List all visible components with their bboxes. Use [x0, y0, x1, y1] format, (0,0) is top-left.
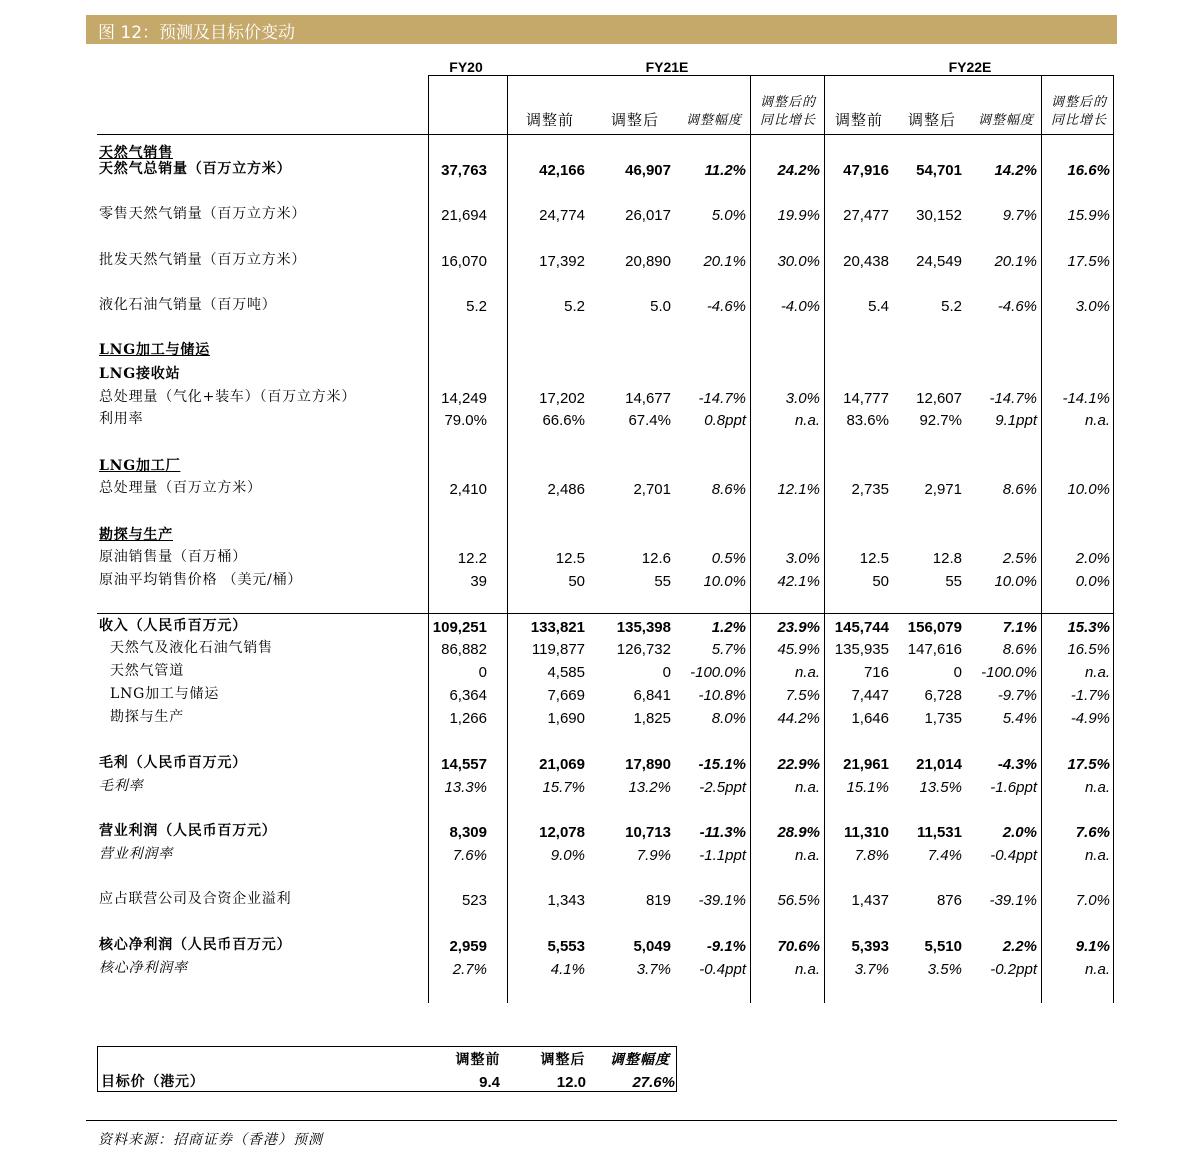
row-value: 3.7%	[854, 961, 889, 978]
row-label: 利用率	[99, 411, 144, 427]
row-value: 13.5%	[919, 779, 962, 796]
row-value: 10,713	[625, 824, 671, 841]
row-value: 7,669	[547, 687, 585, 704]
row-value: n.a.	[794, 412, 820, 429]
row-value: -9.1%	[706, 938, 746, 955]
row-value: 8.6%	[711, 481, 746, 498]
row-label: 核心净利润率	[99, 960, 188, 976]
row-value: 10.0%	[703, 573, 746, 590]
header-before-0: 调整前	[525, 111, 575, 129]
row-label: 核心净利润（人民币百万元）	[99, 937, 292, 953]
row-value: 7.9%	[636, 847, 671, 864]
row-value: 9.1%	[1075, 938, 1110, 955]
header-change-2: 调整幅度	[685, 113, 743, 128]
row-value: 7.8%	[854, 847, 889, 864]
row-label: 零售天然气销量（百万立方米）	[99, 206, 307, 222]
row-value: 12.5	[555, 550, 585, 567]
target-change: 27.6%	[632, 1074, 675, 1091]
row-value: 10.0%	[994, 573, 1037, 590]
row-value: 1,825	[633, 710, 671, 727]
row-value: 716	[863, 664, 889, 681]
row-value: -0.4ppt	[990, 847, 1037, 864]
row-value: -4.0%	[780, 298, 820, 315]
row-value: 523	[461, 892, 487, 909]
row-value: 55	[945, 573, 962, 590]
row-value: 16.5%	[1067, 641, 1110, 658]
revenue-rule	[97, 613, 1113, 614]
row-value: 3.0%	[785, 390, 820, 407]
row-value: n.a.	[1084, 779, 1110, 796]
row-value: 819	[645, 892, 671, 909]
row-value: 12.5	[859, 550, 889, 567]
row-value: 83.6%	[846, 412, 889, 429]
row-value: 5.2	[466, 298, 487, 315]
row-value: 1.2%	[711, 619, 746, 636]
row-value: 92.7%	[919, 412, 962, 429]
row-value: 21,961	[843, 756, 889, 773]
row-value: 13.2%	[628, 779, 671, 796]
row-value: 1,690	[547, 710, 585, 727]
row-value: 2.0%	[1075, 550, 1110, 567]
row-label: 原油销售量（百万桶）	[99, 549, 247, 565]
row-value: 2,971	[924, 481, 962, 498]
row-value: -100.0%	[690, 664, 746, 681]
row-value: 5,510	[924, 938, 962, 955]
row-value: 5.4	[868, 298, 889, 315]
row-label: 原油平均销售价格 （美元/桶）	[99, 572, 303, 588]
header-after-4: 调整后	[907, 111, 957, 129]
row-value: 14,777	[843, 390, 889, 407]
row-value: 4.1%	[550, 961, 585, 978]
row-value: 133,821	[530, 619, 585, 636]
row-value: 1,437	[851, 892, 889, 909]
row-value: -39.1%	[698, 892, 746, 909]
row-label: 天然气销售	[99, 145, 173, 161]
row-value: 7.4%	[927, 847, 962, 864]
row-value: 20,890	[625, 253, 671, 270]
row-value: 12,078	[539, 824, 585, 841]
column-divider-5	[1113, 75, 1114, 1003]
row-value: 2,735	[851, 481, 889, 498]
row-value: 2.0%	[1002, 824, 1037, 841]
target-after: 12.0	[556, 1074, 586, 1091]
row-label: LNG加工与储运	[110, 686, 220, 702]
header-yoy-l2-fy21: 同比增长	[759, 113, 817, 128]
row-value: 147,616	[907, 641, 962, 658]
row-value: 0.8ppt	[704, 412, 746, 429]
row-value: 37,763	[441, 162, 487, 179]
row-label: 营业利润率	[99, 846, 173, 862]
row-value: 7.1%	[1002, 619, 1037, 636]
row-value: 2.2%	[1002, 938, 1037, 955]
row-value: 3.5%	[927, 961, 962, 978]
row-value: 12.1%	[777, 481, 820, 498]
row-value: -1.1ppt	[699, 847, 746, 864]
row-value: 67.4%	[628, 412, 671, 429]
row-value: n.a.	[1084, 664, 1110, 681]
row-value: 15.7%	[542, 779, 585, 796]
row-value: 2,701	[633, 481, 671, 498]
row-value: 0	[478, 664, 487, 681]
row-label: 批发天然气销量（百万立方米）	[99, 252, 307, 268]
row-value: 2,959	[449, 938, 487, 955]
row-value: 6,728	[924, 687, 962, 704]
row-value: 42,166	[539, 162, 585, 179]
target-price-table	[97, 1046, 677, 1092]
row-value: 23.9%	[777, 619, 820, 636]
row-label: 勘探与生产	[110, 709, 184, 725]
row-value: 14,249	[441, 390, 487, 407]
row-value: 0.5%	[711, 550, 746, 567]
row-value: 4,585	[547, 664, 585, 681]
figure-title: 图 12：预测及目标价变动	[98, 23, 296, 43]
header-yoy-l2-fy22: 同比增长	[1050, 113, 1108, 128]
row-value: 876	[936, 892, 962, 909]
row-value: -4.3%	[997, 756, 1037, 773]
row-value: 145,744	[834, 619, 889, 636]
row-value: 13.3%	[444, 779, 487, 796]
row-label: 毛利率	[99, 778, 144, 794]
row-value: 12.8	[932, 550, 962, 567]
row-value: -14.7%	[989, 390, 1037, 407]
row-value: 44.2%	[777, 710, 820, 727]
row-value: 21,069	[539, 756, 585, 773]
row-value: 46,907	[625, 162, 671, 179]
row-value: 7.6%	[1075, 824, 1110, 841]
column-divider-2	[750, 75, 751, 1003]
row-value: 7,447	[851, 687, 889, 704]
column-divider-1	[507, 75, 508, 1003]
row-value: 0.0%	[1075, 573, 1110, 590]
row-value: 27,477	[843, 207, 889, 224]
row-value: 7.6%	[452, 847, 487, 864]
row-value: n.a.	[794, 847, 820, 864]
row-value: 17.5%	[1067, 756, 1110, 773]
row-value: 3.7%	[636, 961, 671, 978]
row-value: 15.3%	[1067, 619, 1110, 636]
row-value: 5,393	[851, 938, 889, 955]
row-value: 17.5%	[1067, 253, 1110, 270]
target-header-change: 调整幅度	[610, 1052, 670, 1068]
row-label: 天然气及液化石油气销售	[110, 640, 273, 656]
header-bottom-rule	[97, 134, 1113, 135]
row-value: 3.0%	[785, 550, 820, 567]
row-value: 55	[654, 573, 671, 590]
row-value: -0.2ppt	[990, 961, 1037, 978]
row-value: 11.2%	[704, 162, 746, 179]
row-value: 135,935	[834, 641, 889, 658]
row-value: 11,310	[843, 824, 889, 841]
row-value: 20.1%	[703, 253, 746, 270]
row-label: 液化石油气销量（百万吨）	[99, 297, 277, 313]
row-value: 14,557	[441, 756, 487, 773]
row-value: 5.2	[941, 298, 962, 315]
row-label: 勘探与生产	[99, 527, 173, 543]
row-value: -15.1%	[698, 756, 746, 773]
row-value: 5.2	[564, 298, 585, 315]
row-value: 119,877	[531, 641, 585, 658]
row-label: 营业利润（人民币百万元）	[99, 823, 277, 839]
row-value: 15.9%	[1067, 207, 1110, 224]
row-value: 2.5%	[1002, 550, 1037, 567]
row-label: 天然气总销量（百万立方米）	[99, 161, 292, 177]
row-value: 70.6%	[777, 938, 820, 955]
row-value: -100.0%	[981, 664, 1037, 681]
row-value: 30,152	[916, 207, 962, 224]
row-value: 5.0	[650, 298, 671, 315]
source-rule	[86, 1120, 1117, 1121]
row-label: 总处理量（气化+装车）（百万立方米）	[99, 389, 357, 405]
target-header-after: 调整后	[540, 1052, 586, 1068]
target-header-before: 调整前	[455, 1052, 501, 1068]
row-value: -10.8%	[698, 687, 746, 704]
header-fy20: FY20	[449, 59, 483, 75]
row-value: 9.0%	[550, 847, 585, 864]
row-value: 0	[953, 664, 962, 681]
row-value: 2,410	[449, 481, 487, 498]
row-value: 1,343	[547, 892, 585, 909]
row-value: 7.0%	[1075, 892, 1110, 909]
row-value: n.a.	[794, 779, 820, 796]
header-before-3: 调整前	[834, 111, 884, 129]
row-value: -1.6ppt	[990, 779, 1037, 796]
row-value: 2.7%	[452, 961, 487, 978]
row-value: 21,694	[441, 207, 487, 224]
row-value: 156,079	[907, 619, 962, 636]
row-value: 16.6%	[1067, 162, 1110, 179]
row-label: LNG接收站	[99, 366, 181, 382]
row-value: 28.9%	[777, 824, 820, 841]
column-divider-0	[428, 75, 429, 1003]
target-label: 目标价（港元）	[101, 1074, 205, 1090]
row-label: 收入（人民币百万元）	[99, 618, 247, 634]
row-value: 6,364	[449, 687, 487, 704]
row-value: 26,017	[625, 207, 671, 224]
row-value: 5,049	[633, 938, 671, 955]
row-value: 39	[470, 573, 487, 590]
row-value: 6,841	[633, 687, 671, 704]
row-value: n.a.	[1084, 412, 1110, 429]
row-value: 9.7%	[1002, 207, 1037, 224]
row-value: 24.2%	[777, 162, 820, 179]
row-value: 16,070	[441, 253, 487, 270]
row-value: 17,392	[539, 253, 585, 270]
row-value: 19.9%	[777, 207, 820, 224]
row-value: 5,553	[547, 938, 585, 955]
header-change-5: 调整幅度	[977, 113, 1035, 128]
row-value: 17,202	[539, 390, 585, 407]
row-value: -14.1%	[1062, 390, 1110, 407]
row-value: 47,916	[843, 162, 889, 179]
row-value: 11,531	[916, 824, 962, 841]
row-value: n.a.	[794, 664, 820, 681]
row-value: 109,251	[432, 619, 487, 636]
header-fy21e: FY21E	[645, 59, 689, 75]
row-value: 20,438	[843, 253, 889, 270]
row-value: 12,607	[916, 390, 962, 407]
row-value: 8.6%	[1002, 481, 1037, 498]
row-value: -4.9%	[1070, 710, 1110, 727]
row-value: 135,398	[616, 619, 671, 636]
row-value: 9.1ppt	[995, 412, 1037, 429]
header-yoy-l1-fy22: 调整后的	[1050, 95, 1108, 110]
row-value: 8,309	[449, 824, 487, 841]
row-value: 50	[568, 573, 585, 590]
row-value: 126,732	[616, 641, 671, 658]
row-label: LNG加工厂	[99, 458, 181, 474]
row-value: 8.6%	[1002, 641, 1037, 658]
row-value: n.a.	[1084, 961, 1110, 978]
header-yoy-l1-fy21: 调整后的	[759, 95, 817, 110]
row-value: 1,646	[851, 710, 889, 727]
row-label: 总处理量（百万立方米）	[99, 480, 262, 496]
row-value: 14.2%	[994, 162, 1037, 179]
row-value: -4.6%	[997, 298, 1037, 315]
row-value: 0	[662, 664, 671, 681]
row-value: 10.0%	[1067, 481, 1110, 498]
row-value: -14.7%	[698, 390, 746, 407]
row-value: 15.1%	[846, 779, 889, 796]
row-label: 应占联营公司及合资企业溢利	[99, 891, 292, 907]
row-value: -2.5ppt	[699, 779, 746, 796]
row-value: 50	[872, 573, 889, 590]
header-top-rule	[428, 75, 1113, 76]
column-divider-3	[824, 75, 825, 1003]
row-label: 毛利（人民币百万元）	[99, 755, 247, 771]
target-before: 9.4	[479, 1074, 500, 1091]
row-value: 2,486	[547, 481, 585, 498]
column-divider-4	[1041, 75, 1042, 1003]
row-value: 66.6%	[542, 412, 585, 429]
row-value: 1,735	[924, 710, 962, 727]
row-value: -9.7%	[997, 687, 1037, 704]
row-label: 天然气管道	[110, 663, 184, 679]
header-after-1: 调整后	[610, 111, 660, 129]
row-value: 20.1%	[994, 253, 1037, 270]
row-value: 24,549	[916, 253, 962, 270]
row-value: 30.0%	[777, 253, 820, 270]
row-value: 14,677	[625, 390, 671, 407]
row-label: LNG加工与储运	[99, 342, 210, 358]
row-value: -4.6%	[706, 298, 746, 315]
row-value: 79.0%	[444, 412, 487, 429]
header-fy22e: FY22E	[948, 59, 992, 75]
row-value: -0.4ppt	[699, 961, 746, 978]
row-value: 12.2	[457, 550, 487, 567]
row-value: 7.5%	[785, 687, 820, 704]
row-value: 56.5%	[777, 892, 820, 909]
row-value: 86,882	[441, 641, 487, 658]
row-value: n.a.	[794, 961, 820, 978]
row-value: 24,774	[539, 207, 585, 224]
row-value: -11.3%	[699, 824, 746, 841]
row-value: 42.1%	[777, 573, 820, 590]
row-value: 17,890	[625, 756, 671, 773]
row-value: 3.0%	[1075, 298, 1110, 315]
row-value: 21,014	[916, 756, 962, 773]
row-value: 12.6	[641, 550, 671, 567]
row-value: 45.9%	[777, 641, 820, 658]
source-note: 资料来源：招商证券（香港）预测	[98, 1132, 323, 1148]
row-value: 1,266	[449, 710, 487, 727]
row-value: -1.7%	[1070, 687, 1110, 704]
row-value: 22.9%	[777, 756, 820, 773]
row-value: 5.7%	[711, 641, 746, 658]
row-value: 54,701	[916, 162, 962, 179]
row-value: 5.4%	[1002, 710, 1037, 727]
row-value: -39.1%	[989, 892, 1037, 909]
row-value: n.a.	[1084, 847, 1110, 864]
row-value: 8.0%	[711, 710, 746, 727]
row-value: 5.0%	[711, 207, 746, 224]
